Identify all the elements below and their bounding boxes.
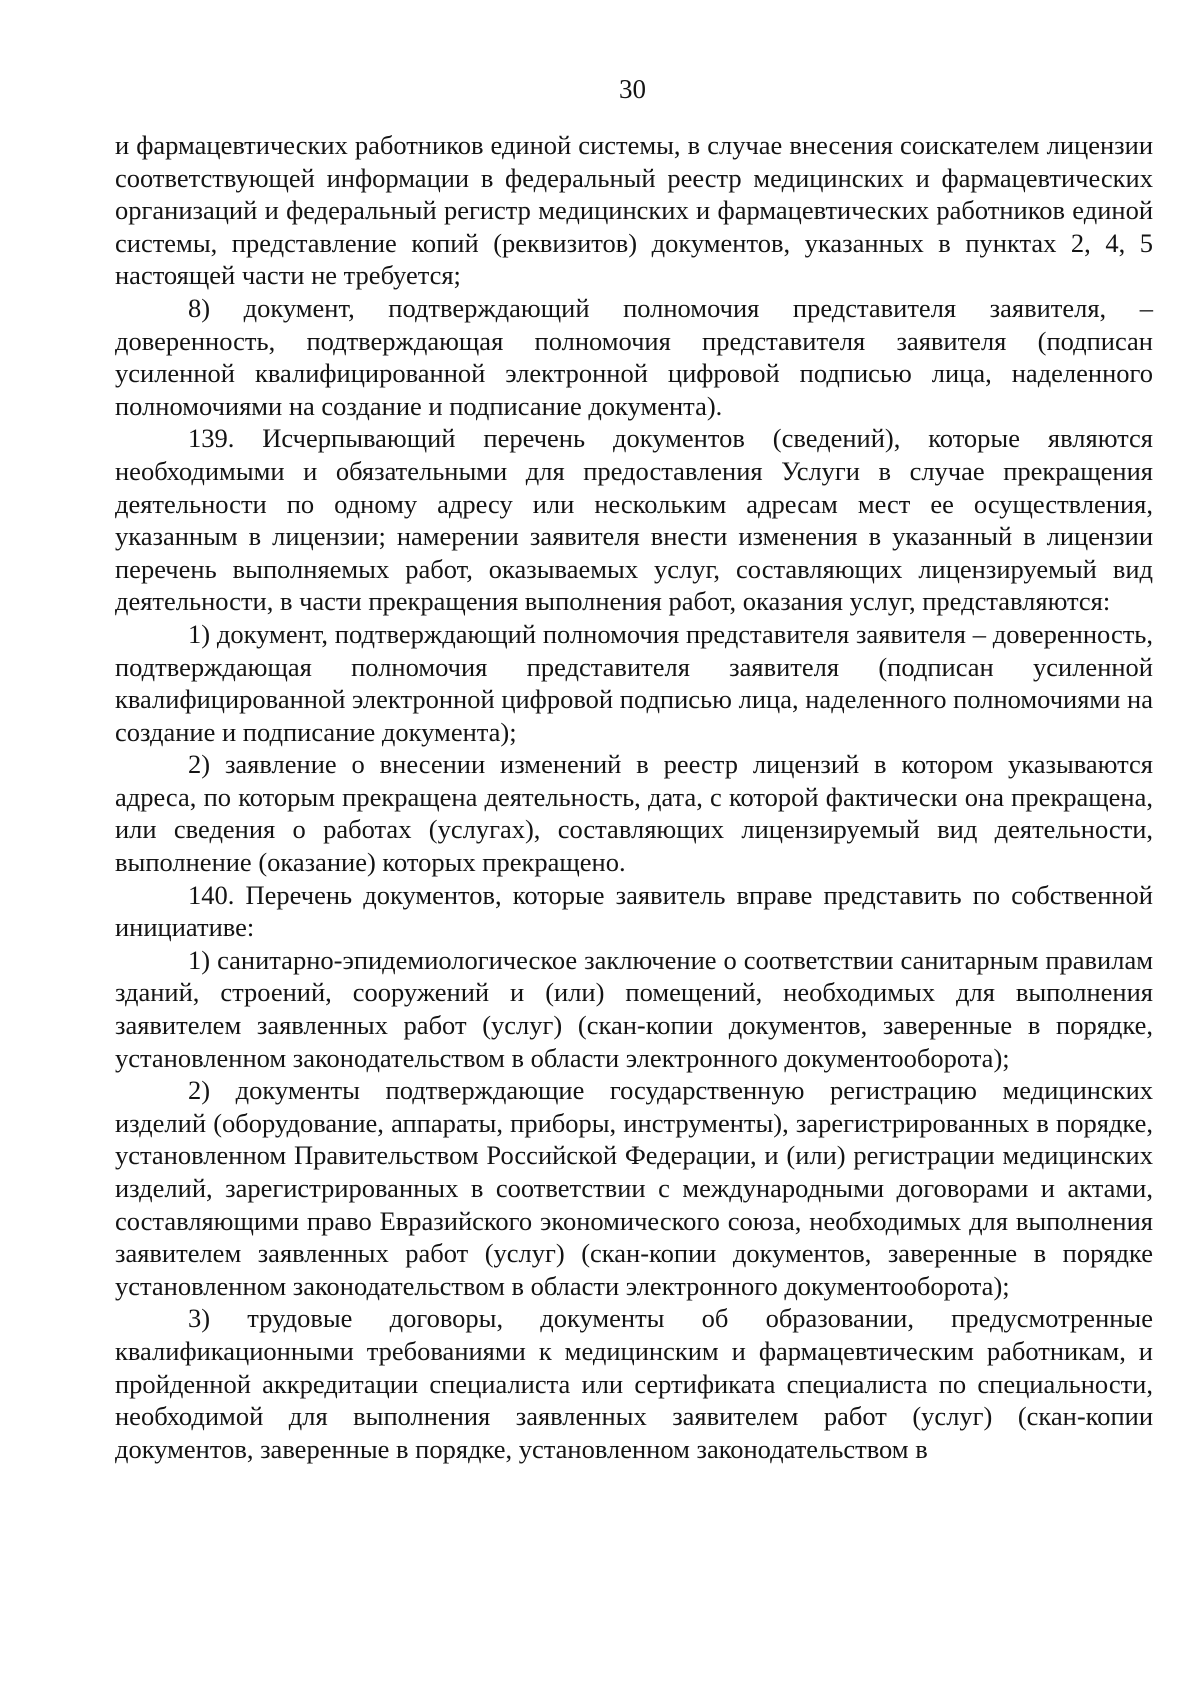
paragraph-section-140: 140. Перечень документов, которые заявитель вправе представить по собственной инициативе: — [115, 879, 1153, 943]
paragraph-item-8: 8) документ, подтверждающий полномочия представителя заявителя, – доверенность, подтверждающая полномочия представителя заявителя (подписан усиленной квалифицированной электронной цифровой подписью лица, наделенного полномочиями на создание и подписание документа). — [115, 292, 1153, 421]
paragraph-140-item-3: 3) трудовые договоры, документы об образовании, предусмотренные квалификационными требованиями к медицинским и фармацевтическим работникам, и пройденной аккредитации специалиста или сертификата специалиста по специальности, необходимой для выполнения заявленных заявителем работ (услуг) (скан-копии документов, заверенные в порядке, установленном законодательством в — [115, 1303, 1153, 1464]
paragraph-continuation: и фармацевтических работников единой системы, в случае внесения соискателем лицензии соответствующей информации в федеральный реестр медицинских и фармацевтических организаций и федеральный регистр медицинских и фармацевтических работников единой системы, представление копий (реквизитов) документов, указанных в пунктах 2, 4, 5 настоящей части не требуется; — [115, 130, 1153, 291]
page-number: 30 — [619, 74, 646, 104]
paragraph-140-item-1: 1) санитарно-эпидемиологическое заключение о соответствии санитарным правилам зданий, строений, сооружений и (или) помещений, необходимых для выполнения заявителем заявленных работ (услуг) (скан-копии документов, заверенные в порядке, установленном законодательством в области электронного документооборота); — [115, 944, 1153, 1073]
paragraph-139-item-2: 2) заявление о внесении изменений в реестр лицензий в котором указываются адреса, по которым прекращена деятельность, дата, с которой фактически она прекращена, или сведения о работах (услугах), составляющих лицензируемый вид деятельности, выполнение (оказание) которых прекращено. — [115, 749, 1153, 878]
document-body — [115, 129, 1153, 1465]
paragraph-section-139: 139. Исчерпывающий перечень документов (сведений), которые являются необходимыми и обязательными для предоставления Услуги в случае прекращения деятельности по одному адресу или нескольким адресам мест ее осуществления, указанным в лицензии; намерении заявителя внести изменения в указанный в лицензии перечень выполняемых работ, оказываемых услуг, составляющих лицензируемый вид деятельности, в части прекращения выполнения работ, оказания услуг, представляются: — [115, 423, 1153, 617]
paragraph-140-item-2: 2) документы подтверждающие государственную регистрацию медицинских изделий (оборудование, аппараты, приборы, инструменты), зарегистрированных в порядке, установленном Правительством Российской Федерации, и (или) регистрации медицинских изделий, зарегистрированных в соответствии с международными договорами и актами, составляющими право Евразийского экономического союза, необходимых для выполнения заявителем заявленных работ (услуг) (скан-копии документов, заверенные в порядке установленном законодательством в области электронного документооборота); — [115, 1075, 1153, 1301]
paragraph-139-item-1: 1) документ, подтверждающий полномочия представителя заявителя – доверенность, подтверждающая полномочия представителя заявителя (подписан усиленной квалифицированной электронной цифровой подписью лица, наделенного полномочиями на создание и подписание документа); — [115, 618, 1153, 747]
